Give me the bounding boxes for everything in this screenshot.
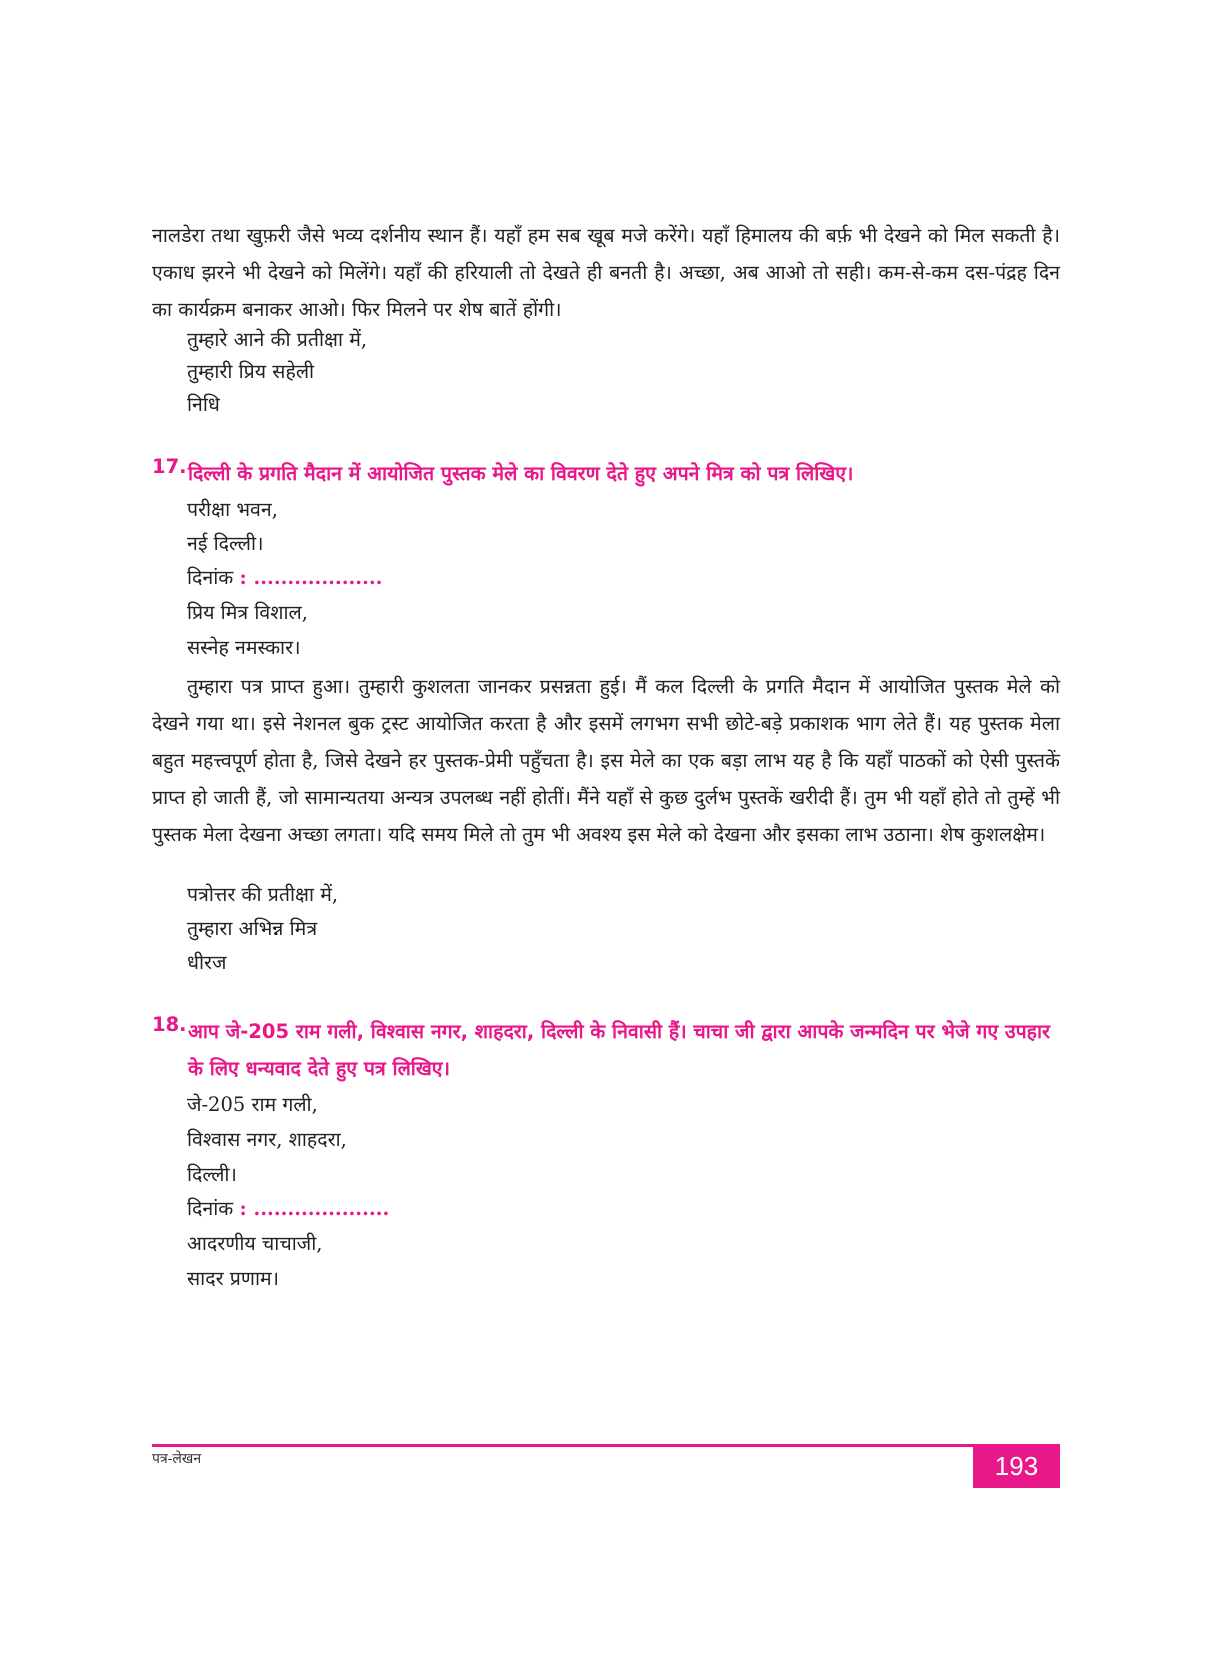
page-number: 193: [973, 1444, 1060, 1488]
footer-rule: [152, 1444, 1060, 1447]
intro-paragraph: नालडेरा तथा खुफ़री जैसे भव्य दर्शनीय स्थान हैं। यहाँ हम सब खूब मजे करेंगे। यहाँ हिमालय की बर्फ़ भी देखने को मिल सकती है। एकाध झरने भी देखने को मिलेंगे। यहाँ की हरियाली तो देखते ही बनती है। अच्छा, अब आओ तो सही। कम-से-कम दस-पंद्रह दिन का कार्यक्रम बनाकर आओ। फिर मिलने पर शेष बातें होंगी।: [152, 224, 1060, 321]
question-17-number: 17.: [152, 455, 187, 478]
q18-greeting: सादर प्रणाम।: [187, 1267, 280, 1290]
q17-signature: धीरज: [187, 951, 227, 974]
q17-closing-line: पत्रोत्तर की प्रतीक्षा में,: [187, 883, 339, 906]
q17-address-line1: परीक्षा भवन,: [187, 498, 278, 521]
question-18-text: आप जे-205 राम गली, विश्वास नगर, शाहदरा, दिल्ली के निवासी हैं। चाचा जी द्वारा आपके जन्मदिन पर भेजे गए उपहार के लिए धन्यवाद देते हुए पत्र लिखिए।: [188, 1020, 1051, 1080]
q17-date-line: [187, 563, 382, 593]
q18-date-line: [187, 1194, 389, 1224]
q17-signoff: तुम्हारा अभिन्न मित्र: [187, 917, 318, 940]
letter16-closing-line: तुम्हारे आने की प्रतीक्षा में,: [187, 328, 368, 351]
q17-date-label: दिनांक: [187, 566, 234, 589]
question-18-number: 18.: [152, 1013, 187, 1036]
question-17-text: दिल्ली के प्रगति मैदान में आयोजित पुस्तक मेले का विवरण देते हुए अपने मित्र को पत्र लिखिए।: [188, 462, 854, 485]
footer-chapter-title: पत्र-लेखन: [152, 1451, 202, 1467]
q18-address-line3: दिल्ली।: [187, 1163, 237, 1186]
q18-date-value: : ....................: [239, 1197, 390, 1220]
q18-date-label: दिनांक: [187, 1197, 234, 1220]
q18-address-line1: जे-205 राम गली,: [187, 1093, 318, 1116]
q17-salutation: प्रिय मित्र विशाल,: [187, 601, 308, 624]
q17-date-value: : ...................: [239, 566, 383, 589]
question-17: [152, 455, 1060, 492]
q17-address-line2: नई दिल्ली।: [187, 532, 264, 555]
question-18: [152, 1013, 1060, 1089]
q17-letter-body: तुम्हारा पत्र प्राप्त हुआ। तुम्हारी कुशलता जानकर प्रसन्नता हुई। मैं कल दिल्ली के प्रगति मैदान में आयोजित पुस्तक मेले को देखने गया था। इसे नेशनल बुक ट्रस्ट आयोजित करता है और इसमें लगभग सभी छोटे-बड़े प्रकाशक भाग लेते हैं। यह पुस्तक मेला बहुत महत्त्वपूर्ण होता है, जिसे देखने हर पुस्तक-प्रेमी पहुँचता है। इस मेले का एक बड़ा लाभ यह है कि यहाँ पाठकों को ऐसी पुस्तकें प्राप्त हो जाती हैं, जो सामान्यतया अन्यत्र उपलब्ध नहीं होतीं। मैंने यहाँ से कुछ दुर्लभ पुस्तकें खरीदी हैं। तुम भी यहाँ होते तो तुम्हें भी पुस्तक मेला देखना अच्छा लगता। यदि समय मिले तो तुम भी अवश्य इस मेले को देखना और इसका लाभ उठाना। शेष कुशलक्षेम।: [152, 675, 1060, 846]
letter16-signature: निधि: [187, 393, 220, 416]
q18-address-line2: विश्वास नगर, शाहदरा,: [187, 1128, 347, 1151]
q18-salutation: आदरणीय चाचाजी,: [187, 1232, 323, 1255]
q17-greeting: सस्नेह नमस्कार।: [187, 636, 301, 659]
letter16-signoff: तुम्हारी प्रिय सहेली: [187, 360, 315, 383]
